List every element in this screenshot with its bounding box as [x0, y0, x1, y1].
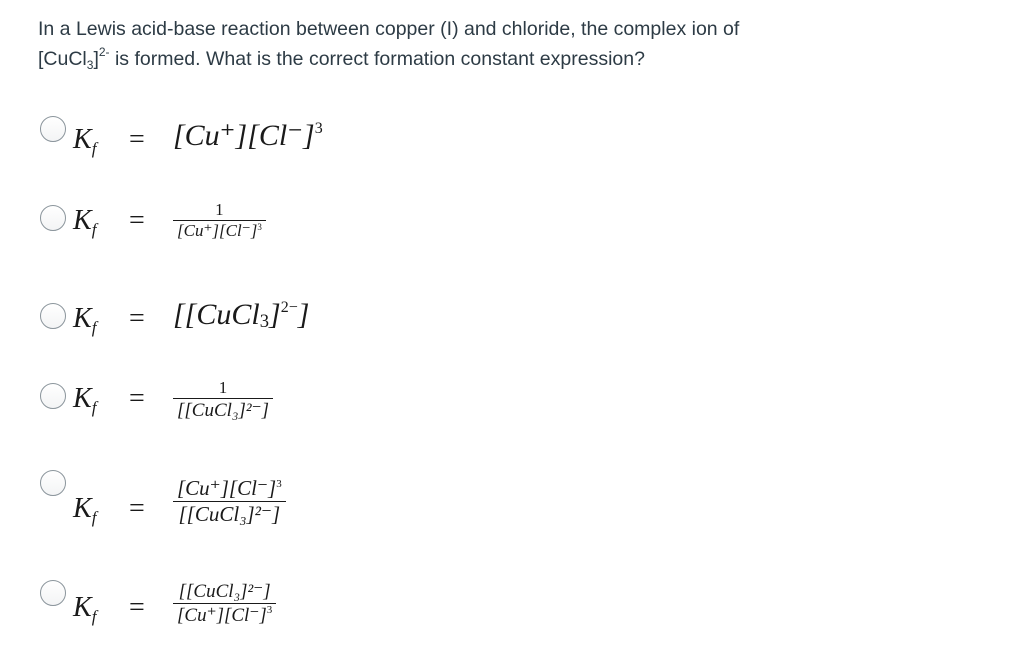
answer-option-1[interactable]	[40, 108, 640, 178]
answer-option-3[interactable]	[40, 296, 640, 366]
radio-button-1[interactable]	[40, 116, 66, 142]
equals-sign: =	[129, 493, 145, 524]
option-4-fraction	[173, 378, 273, 422]
question-line-2-end: is formed. What is the correct formation constant expression?	[109, 48, 645, 70]
kf-symbol: $K_f$	[73, 493, 97, 527]
denominator: $[Cu^+][Cl^-]^3$	[177, 221, 262, 240]
radio-button-5[interactable]	[40, 470, 66, 496]
radio-button-6[interactable]	[40, 580, 66, 606]
kf-symbol: $K_f$	[73, 205, 97, 239]
kf-symbol: $K_f$	[73, 383, 97, 417]
radio-button-4[interactable]	[40, 383, 66, 409]
numerator: $[Cu^+][Cl^-]^3$	[177, 476, 282, 500]
kf-symbol: $K_f$	[73, 124, 97, 158]
option-3-rhs: [[CuCl$_3$]$^{2-}$]	[173, 298, 310, 332]
radio-button-3[interactable]	[40, 303, 66, 329]
option-5-fraction	[173, 476, 286, 527]
answer-option-2[interactable]	[40, 200, 640, 270]
equals-sign: =	[129, 592, 145, 623]
question-text	[38, 14, 998, 74]
option-1-rhs: $[Cu^+][Cl^-]^3$	[173, 119, 323, 152]
complex-ion-subscript: 3	[86, 58, 94, 72]
equals-sign: =	[129, 383, 145, 414]
complex-ion-open: [CuCl	[38, 48, 87, 70]
complex-ion-charge: 2-	[98, 45, 110, 59]
option-6-fraction	[173, 580, 276, 627]
complex-ion-close: ]	[93, 48, 99, 70]
numerator: 1	[215, 200, 224, 219]
denominator: [[CuCl₃]²⁻]	[177, 400, 270, 421]
answer-option-4[interactable]	[40, 378, 640, 448]
denominator: [[CuCl₃]²⁻]	[178, 502, 281, 526]
question-line-2	[38, 44, 998, 74]
numerator: [[CuCl₃]²⁻]	[178, 581, 271, 602]
option-2-fraction	[173, 200, 266, 241]
question-line-1: In a Lewis acid-base reaction between copper (I) and chloride, the complex ion of	[38, 18, 740, 40]
numerator: 1	[218, 378, 228, 397]
kf-symbol: $K_f$	[73, 303, 97, 337]
kf-symbol: $K_f$	[73, 592, 97, 626]
equals-sign: =	[129, 303, 145, 334]
denominator: $[Cu^+][Cl^-]^3$	[177, 604, 273, 626]
equals-sign: =	[129, 205, 145, 236]
answer-option-6[interactable]	[40, 580, 640, 650]
radio-button-2[interactable]	[40, 205, 66, 231]
equals-sign: =	[129, 124, 145, 155]
answer-option-5[interactable]	[40, 470, 640, 540]
